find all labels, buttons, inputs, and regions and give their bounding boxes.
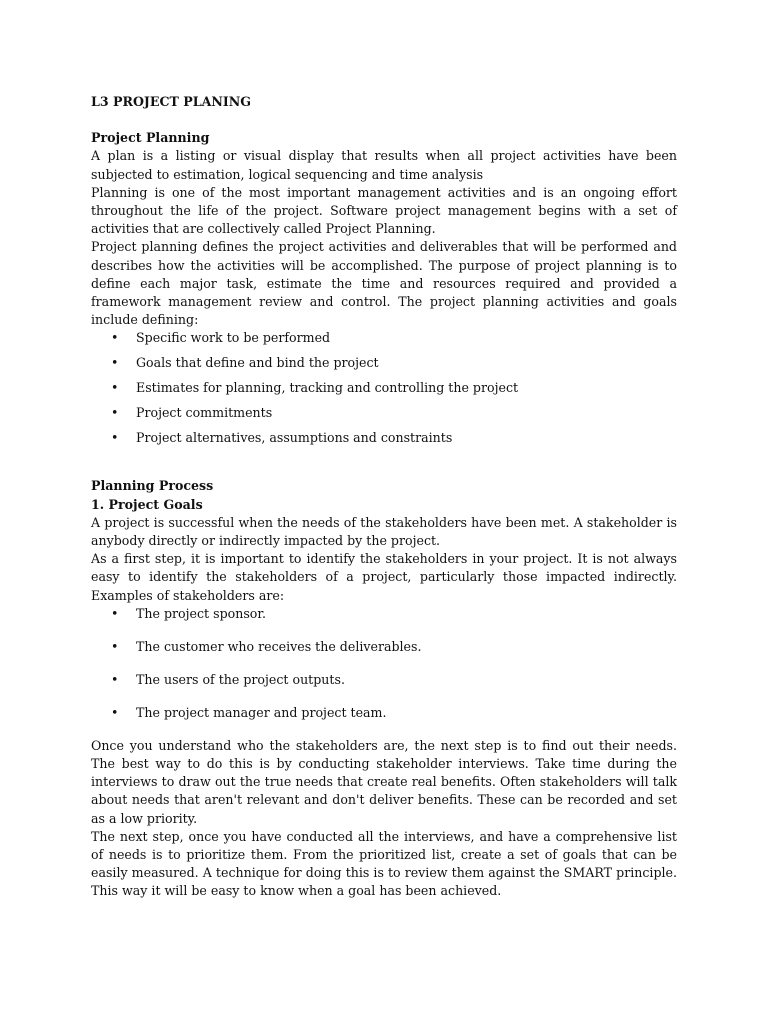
list-item [91, 605, 677, 623]
paragraph: Once you understand who the stakeholders are, the next step is to find out their needs. The best way to do this is by conducting stakeholder interviews. Take time during the interviews to draw out the true needs that create real benefits. Often stakeholders will talk about needs that aren't relevant and don't deliver benefits. These can be recorded and set as a low priority. [91, 737, 677, 826]
paragraph: A project is successful when the needs of the stakeholders have been met. A stakeholder is anybody directly or indirectly impacted by the project. [91, 514, 677, 549]
list-item [91, 671, 677, 689]
list-item-text: The customer who receives the deliverables. [136, 638, 422, 654]
bullet-icon: • [111, 404, 119, 420]
bullet-icon: • [111, 704, 119, 720]
list-item-text: Goals that define and bind the project [136, 355, 379, 371]
list-item [91, 404, 677, 422]
bullet-icon: • [111, 355, 119, 371]
bullet-list-planning-activities [91, 329, 677, 446]
list-item-text: The project manager and project team. [136, 704, 387, 720]
paragraph: As a first step, it is important to identify the stakeholders in your project. It is not always easy to identify the stakeholders of a project, particularly those impacted indirectly. Examples of stakeholders are: [91, 551, 677, 603]
list-item-text: Specific work to be performed [136, 330, 331, 346]
bullet-list-stakeholders [91, 605, 677, 722]
bullet-icon: • [111, 638, 119, 654]
list-item-text: Project alternatives, assumptions and constraints [136, 429, 453, 445]
paragraph: The next step, once you have conducted all the interviews, and have a comprehensive list of needs is to prioritize them. From the prioritized list, create a set of goals that can be easily measured. A technique for doing this is to review them against the SMART principle. This way it will be easy to know when a goal has been achieved. [91, 828, 677, 899]
list-item-text: The users of the project outputs. [136, 671, 345, 687]
section-spacer [91, 453, 677, 477]
bullet-icon: • [111, 671, 119, 687]
bullet-icon: • [111, 429, 119, 445]
bullet-icon: • [111, 605, 119, 621]
bullet-icon: • [111, 380, 119, 396]
list-item [91, 704, 677, 722]
list-item-text: Project commitments [136, 404, 273, 420]
list-item [91, 329, 677, 347]
section-heading-project-planning: Project Planning [91, 130, 210, 146]
subheading-project-goals: 1. Project Goals [91, 496, 203, 512]
list-item [91, 354, 677, 372]
paragraph: A plan is a listing or visual display that results when all project activities have been subjected to estimation, logical sequencing and time analysis [91, 148, 677, 182]
paragraph: Planning is one of the most important management activities and is an ongoing effort throughout the life of the project. Software project management begins with a set of activities that are collectively called Project Planning. [91, 184, 677, 237]
document-page [91, 93, 677, 901]
list-item [91, 429, 677, 447]
list-item [91, 379, 677, 397]
bullet-icon: • [111, 330, 119, 346]
list-item-text: The project sponsor. [136, 605, 267, 621]
document-title: L3 PROJECT PLANING [91, 94, 252, 109]
list-item-text: Estimates for planning, tracking and controlling the project [136, 380, 519, 396]
section-heading-planning-process: Planning Process [91, 478, 214, 494]
list-item [91, 638, 677, 656]
paragraph: Project planning defines the project activities and deliverables that will be performed and describes how the activities will be accomplished. The purpose of project planning is to define each major task, estimate the time and resources required and provided a framework management review and control. The project planning activities and goals include defining: [91, 239, 677, 328]
